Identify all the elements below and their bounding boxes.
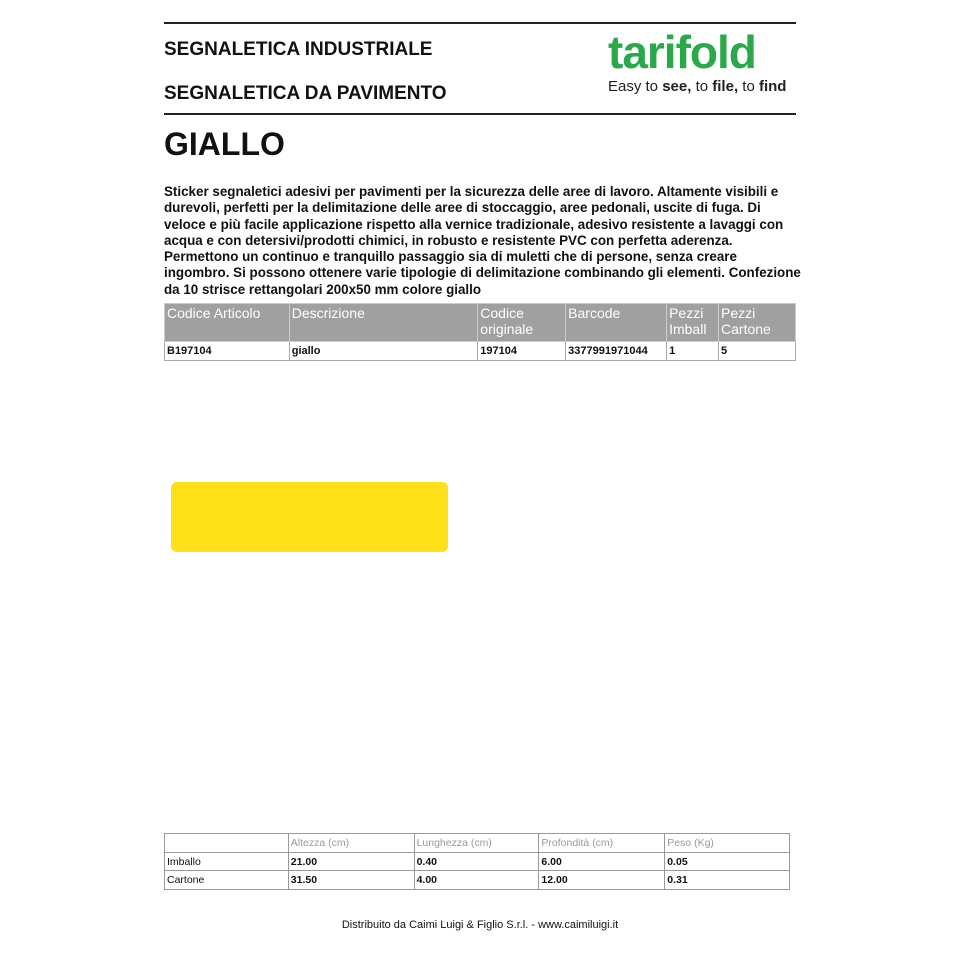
header-peso: Peso (Kg) [665,834,790,853]
product-title: GIALLO [164,126,285,162]
cell-lunghezza: 4.00 [414,871,539,890]
logo-wordmark: tarifold [608,26,756,78]
header-codice-articolo: Codice Articolo [165,304,290,342]
product-description: Sticker segnaletici adesivi per pavimenti per la sicurezza delle aree di lavoro. Altamente visibili e durevoli, perfetti per la delimitazione delle aree di stoccaggio, aree pedonali, uscite di fuga. Di veloce e più facile applicazione rispetto alla vernice tradizionale, adesivo resistente a lavaggi con acqua e con detersivi/prodotti chimici, in robusto e resistente PVC con perfetta aderenza. Permettono un continuo e tranquillo passaggio sia di muletti che di persone, senza creare ingombro. Si possono ottenere varie tipologie di delimitazione combinando gli elementi. Confezione da 10 strisce rettangolari 200x50 mm colore giallo [164,184,801,297]
row-label: Imballo [165,852,289,871]
cell-lunghezza: 0.40 [414,852,539,871]
tarifold-logo [606,28,796,98]
row-label: Cartone [165,871,289,890]
table-header-row [165,304,796,342]
cell-codice-articolo: B197104 [165,342,290,361]
cell-peso: 0.31 [665,871,790,890]
category-heading: SEGNALETICA INDUSTRIALE [164,39,433,60]
product-table [164,303,796,361]
header-codice-originale: Codice originale [478,304,566,342]
cell-pezzi-imball: 1 [667,342,719,361]
header-descrizione: Descrizione [289,304,478,342]
header-pezzi-cartone: Pezzi Cartone [719,304,796,342]
dimensions-header-row [165,834,790,853]
cell-altezza: 31.50 [288,871,414,890]
cell-barcode: 3377991971044 [566,342,667,361]
header-divider [164,113,796,115]
subcategory-heading: SEGNALETICA DA PAVIMENTO [164,83,447,104]
dimensions-table [164,833,790,890]
header-pezzi-imball: Pezzi Imball [667,304,719,342]
header-lunghezza: Lunghezza (cm) [414,834,539,853]
cell-descrizione: giallo [289,342,478,361]
table-row [165,871,790,890]
footer-distributor: Distribuito da Caimi Luigi & Figlio S.r.l. - www.caimiluigi.it [341,919,619,931]
header-barcode: Barcode [566,304,667,342]
yellow-strip-image [171,482,448,552]
header-profondita: Profondità (cm) [539,834,665,853]
cell-profondita: 6.00 [539,852,665,871]
header-empty [165,834,289,853]
table-row [165,852,790,871]
cell-peso: 0.05 [665,852,790,871]
cell-profondita: 12.00 [539,871,665,890]
logo-tagline: Easy to see, to file, to find [608,78,787,95]
cell-codice-originale: 197104 [478,342,566,361]
table-row [165,342,796,361]
cell-altezza: 21.00 [288,852,414,871]
top-divider [164,22,796,24]
header-altezza: Altezza (cm) [288,834,414,853]
cell-pezzi-cartone: 5 [719,342,796,361]
